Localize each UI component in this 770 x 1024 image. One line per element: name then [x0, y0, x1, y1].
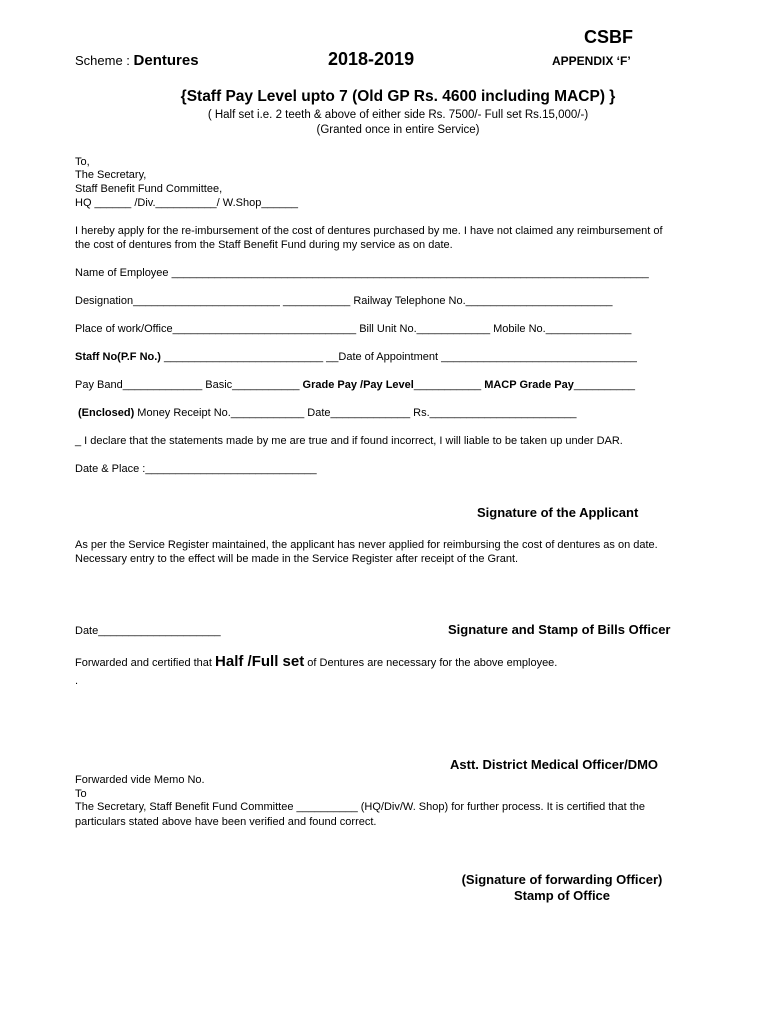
form-subtitle-amounts: ( Half set i.e. 2 teeth & above of either side Rs. 7500/- Full set Rs.15,000/-)	[207, 109, 589, 121]
forwarded-certified-line	[75, 652, 557, 673]
money-receipt-blank[interactable]: Money Receipt No.____________ Date_____________ Rs.________________________	[134, 407, 577, 419]
memo-line3[interactable]: The Secretary, Staff Benefit Fund Committee __________ (HQ/Div/W. Shop) for further process. It is certified that the	[75, 801, 646, 813]
macp-blank[interactable]: __________	[573, 379, 636, 391]
forwarded-dot: .	[75, 675, 79, 687]
staff-no-label: Staff No(P.F No.)	[75, 351, 161, 363]
memo-line2: To	[75, 788, 87, 800]
scheme-value: Dentures	[133, 52, 199, 69]
form-subtitle-granted: (Granted once in entire Service)	[316, 124, 480, 136]
forwarded-suffix: of Dentures are necessary for the above employee.	[304, 657, 558, 669]
half-full-set: Half /Full set	[215, 653, 305, 670]
designation-field[interactable]: Designation________________________ ___________ Railway Telephone No.________________________	[75, 295, 613, 307]
scheme-line	[75, 52, 199, 70]
forwarded-prefix: Forwarded and certified that	[75, 657, 216, 669]
csbf-label: CSBF	[584, 27, 633, 47]
grade-pay-label: Grade Pay /Pay Level	[302, 379, 414, 391]
form-title: {Staff Pay Level upto 7 (Old GP Rs. 4600 including MACP) }	[180, 88, 616, 105]
pay-band-basic[interactable]: Pay Band_____________ Basic___________	[75, 379, 303, 391]
apply-paragraph-line2: the cost of dentures from the Staff Benefit Fund during my service as on date.	[75, 239, 453, 251]
stamp-of-office: Stamp of Office	[513, 888, 611, 903]
date-place-field[interactable]: Date & Place :____________________________	[75, 463, 317, 475]
apply-paragraph-line1: I hereby apply for the re-imbursement of the cost of dentures purchased by me. I have not claimed any reimbursement of	[75, 225, 663, 237]
medical-officer-signature: Astt. District Medical Officer/DMO	[450, 757, 659, 772]
money-receipt-field[interactable]	[78, 406, 576, 420]
memo-line1[interactable]: Forwarded vide Memo No.	[75, 774, 205, 786]
place-of-work-field[interactable]: Place of work/Office______________________________ Bill Unit No.____________ Mobile No.______________	[75, 323, 632, 335]
address-to: To,	[75, 156, 90, 168]
grade-pay-blank[interactable]: ___________	[413, 379, 485, 391]
scheme-label: Scheme :	[75, 53, 134, 68]
pay-details-field[interactable]	[75, 378, 635, 392]
signature-applicant: Signature of the Applicant	[477, 505, 639, 520]
staff-no-field[interactable]	[75, 350, 637, 364]
bills-date-field[interactable]: Date____________________	[75, 625, 221, 637]
service-register-line2: Necessary entry to the effect will be made in the Service Register after receipt of the Grant.	[75, 553, 519, 565]
year-label: 2018-2019	[328, 49, 415, 69]
macp-label: MACP Grade Pay	[484, 379, 574, 391]
address-hq-line[interactable]: HQ ______ /Div.__________/ W.Shop______	[75, 197, 299, 209]
appendix-label: APPENDIX ‘F’	[552, 54, 631, 68]
signature-bills-officer: Signature and Stamp of Bills Officer	[448, 622, 671, 637]
enclosed-label: (Enclosed)	[78, 407, 135, 419]
declaration-statement: _ I declare that the statements made by me are true and if found incorrect, I will liable to be taken up under DAR.	[75, 435, 623, 447]
name-of-employee-field[interactable]: Name of Employee ______________________________________________________________________________	[75, 267, 649, 279]
staff-no-blank[interactable]: __________________________ __Date of Appointment ________________________________	[160, 351, 637, 363]
address-committee: Staff Benefit Fund Committee,	[75, 183, 223, 195]
forwarding-officer-signature: (Signature of forwarding Officer)	[461, 872, 663, 887]
memo-line4: particulars stated above have been verified and found correct.	[75, 816, 377, 828]
address-secretary: The Secretary,	[75, 169, 147, 181]
service-register-line1: As per the Service Register maintained, the applicant has never applied for reimbursing the cost of dentures as on date.	[75, 539, 658, 551]
